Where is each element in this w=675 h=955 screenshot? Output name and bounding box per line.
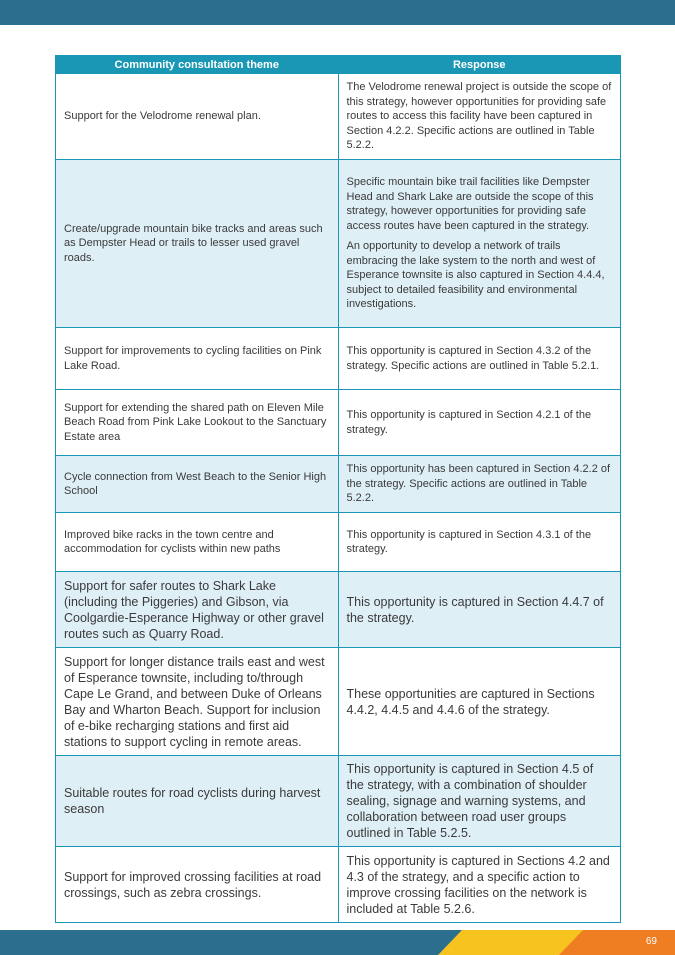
theme-cell: Support for improved crossing facilities at road crossings, such as zebra crossings. bbox=[56, 847, 339, 923]
response-text: This opportunity is captured in Section 4.3.2 of the strategy. Specific actions are outlined in Table 5.2.1. bbox=[346, 345, 600, 372]
response-cell bbox=[338, 390, 621, 456]
footer-banner bbox=[0, 930, 675, 955]
table-header-row bbox=[56, 56, 621, 74]
consultation-table bbox=[55, 55, 621, 923]
response-cell bbox=[338, 328, 621, 390]
theme-cell: Support for improvements to cycling facilities on Pink Lake Road. bbox=[56, 328, 339, 390]
consultation-table-wrapper bbox=[55, 55, 621, 923]
theme-cell: Support for extending the shared path on Eleven Mile Beach Road from Pink Lake Lookout to the Sanctuary Estate area bbox=[56, 390, 339, 456]
response-text: This opportunity is captured in Section 4.5 of the strategy, with a combination of shoulder sealing, signage and warning systems, and collaboration between road user groups outlined in Table 5.2.5. bbox=[346, 762, 594, 840]
table-row bbox=[56, 328, 621, 390]
response-cell bbox=[338, 847, 621, 923]
theme-cell: Support for safer routes to Shark Lake (including the Piggeries) and Gibson, via Coolgardie-Esperance Highway or other gravel routes such as Quarry Road. bbox=[56, 572, 339, 648]
response-cell bbox=[338, 456, 621, 513]
footer-accent-stripes bbox=[0, 930, 675, 955]
header-response: Response bbox=[338, 56, 621, 74]
theme-cell: Support for the Velodrome renewal plan. bbox=[56, 74, 339, 160]
response-cell bbox=[338, 160, 621, 328]
table-row bbox=[56, 648, 621, 756]
table-row bbox=[56, 456, 621, 513]
response-text: An opportunity to develop a network of trails embracing the lake system to the north and west of Esperance townsite is also captured in Section 4.4.4, subject to detailed feasibility and environmental investigations. bbox=[346, 240, 605, 311]
response-text: The Velodrome renewal project is outside the scope of this strategy, however opportunities for providing safe routes to access this facility have been captured in Section 4.2.2. Specific actions are outlined in Table 5.2.2. bbox=[346, 81, 612, 152]
response-text: This opportunity is captured in Section 4.3.1 of the strategy. bbox=[346, 528, 592, 555]
response-cell bbox=[338, 74, 621, 160]
header-theme: Community consultation theme bbox=[56, 56, 339, 74]
response-cell bbox=[338, 648, 621, 756]
table-row bbox=[56, 390, 621, 456]
theme-cell: Suitable routes for road cyclists during harvest season bbox=[56, 756, 339, 847]
table-row bbox=[56, 513, 621, 572]
response-text: These opportunities are captured in Sections 4.4.2, 4.4.5 and 4.4.6 of the strategy. bbox=[346, 686, 595, 717]
theme-cell: Create/upgrade mountain bike tracks and areas such as Dempster Head or trails to lesser used gravel roads. bbox=[56, 160, 339, 328]
response-text: This opportunity is captured in Section 4.4.7 of the strategy. bbox=[346, 594, 604, 625]
theme-cell: Support for longer distance trails east and west of Esperance townsite, including to/through Cape Le Grand, and between Duke of Orleans Bay and Wharton Beach. Support for inclusion of e-bike recharging stations and first aid stations to support cycling in remote areas. bbox=[56, 648, 339, 756]
table-row bbox=[56, 572, 621, 648]
response-text: This opportunity has been captured in Section 4.2.2 of the strategy. Specific actions are outlined in Table 5.2.2. bbox=[346, 463, 611, 505]
response-text: This opportunity is captured in Sections 4.2 and 4.3 of the strategy, and a specific action to improve crossing facilities on the network is included at Table 5.2.6. bbox=[346, 853, 610, 916]
response-cell bbox=[338, 756, 621, 847]
table-row bbox=[56, 74, 621, 160]
response-text: Specific mountain bike trail facilities like Dempster Head and Shark Lake are outside the scope of this strategy, however opportunities for providing safe access routes have been captured in the strategy. bbox=[346, 176, 594, 232]
table-row bbox=[56, 160, 621, 328]
theme-cell: Improved bike racks in the town centre and accommodation for cyclists within new paths bbox=[56, 513, 339, 572]
top-banner bbox=[0, 0, 675, 25]
theme-cell: Cycle connection from West Beach to the Senior High School bbox=[56, 456, 339, 513]
response-cell bbox=[338, 513, 621, 572]
page-number: 69 bbox=[645, 936, 657, 947]
table-row bbox=[56, 756, 621, 847]
response-text: This opportunity is captured in Section 4.2.1 of the strategy. bbox=[346, 409, 592, 436]
table-row bbox=[56, 847, 621, 923]
response-cell bbox=[338, 572, 621, 648]
